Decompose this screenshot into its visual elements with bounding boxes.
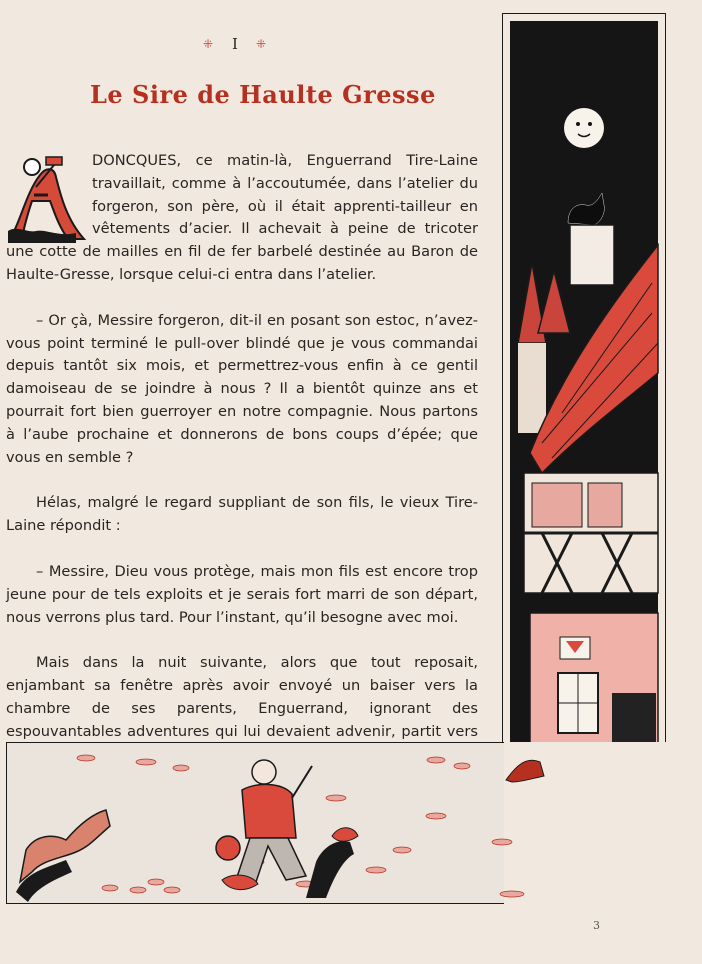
chapter-heading — [180, 34, 290, 54]
street-scene-illustration — [6, 742, 666, 904]
paragraph-3: Hélas, malgré le regard suppliant de son fils, le vieux Tire-Laine répondit : — [6, 494, 478, 535]
paragraph-2: – Or çà, Messire forgeron, dit-il en posant son estoc, n’avez-vous point terminé le pull-over blindé que je vous commandai depuis tantôt six mois, et permettrez-vous enfin à ce gentil damoiseau de se joindre à nous ? Il a bientôt quinze ans et pourrait fort bien guerroyer en notre compagnie. Nous partons à l’aube prochaine et donnerons de bons coups d’épée; que vous en semble ? — [6, 311, 478, 466]
ornament-left: ⁜ — [202, 37, 215, 51]
chapter-number: I — [232, 35, 238, 53]
story-text — [6, 150, 478, 789]
page-title: Le Sire de Haulte Gresse — [90, 80, 436, 109]
ornament-right: ⁜ — [255, 37, 268, 51]
paragraph-5: Mais dans la nuit suivante, alors que tout reposait, enjambant sa fenêtre après avoir envoyé un baiser vers la chambre de ses parents, Enguerrand, ignorant des espouvantables adventures qui lui devaient advenir, partit vers — [6, 654, 478, 740]
paragraph-4: – Messire, Dieu vous protège, mais mon fils est encore trop jeune pour de tels exploits et je serais fort marri de son départ, nous verrons plus tard. Pour l’instant, qu’il besogne avec moi. — [6, 562, 478, 626]
page-number: 3 — [593, 919, 600, 932]
moon-icon — [564, 108, 604, 148]
paragraph-1: DONCQUES, ce matin-là, Enguerrand Tire-Laine travaillait, comme à l’accoutumée, dans l’atelier du forgeron, son père, où il était apprenti-tailleur en vêtements d’acier. Il achevait à peine de tricoter une cotte de mailles en fil de fer barbelé destinée au Baron de Haulte-Gresse, lorsque celui-ci entra dans l’atelier. — [6, 152, 478, 283]
